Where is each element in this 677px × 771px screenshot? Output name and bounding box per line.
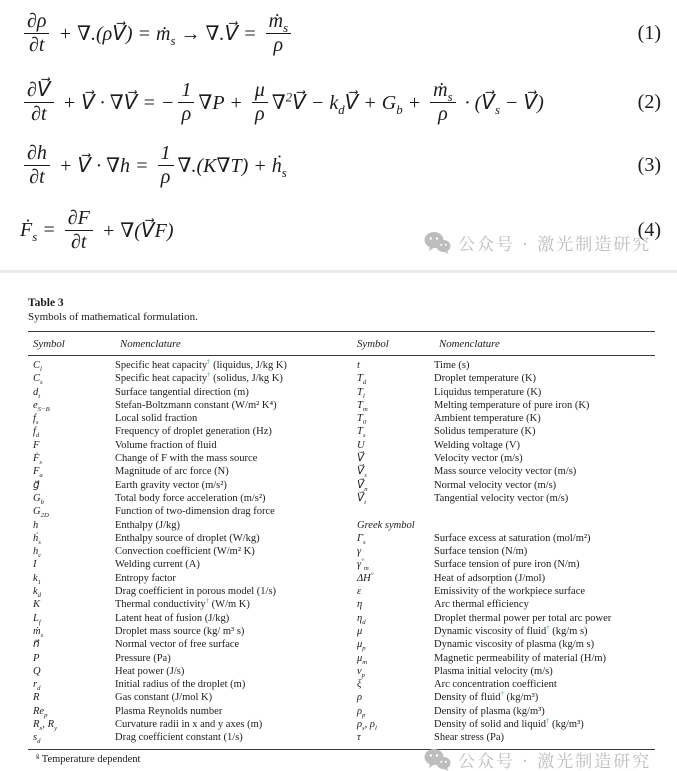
nomenclature-cell: Magnitude of arc force (N) [115,466,229,478]
equation-1 [20,10,677,57]
table-row [28,612,655,625]
symbol-cell: $d_t$ [33,386,41,400]
symbol-cell: F [33,439,40,451]
symbol-cell: $T_0$ [357,413,367,427]
fraction-numerator: 1 [158,142,174,166]
nomenclature-cell: Density of plasma (kg/m³) [434,705,545,717]
symbol-cell: U [357,439,365,451]
nomenclature-cell: Surface tangential direction (m) [115,386,249,398]
column-header-2: Nomenclature [120,338,181,350]
nomenclature-cell: Time (s) [434,360,470,371]
symbol-cell: $f_d$ [33,426,40,440]
column-header-4: Nomenclature [439,338,500,350]
nomenclature-cell: Enthalpy (J/kg) [115,519,181,531]
equation-4 [20,207,677,254]
fraction-denominator: ∂t [29,166,45,188]
nomenclature-cell: Plasma Reynolds number [115,705,223,717]
nomenclature-cell: Surface tension (N/m) [434,546,528,558]
nomenclature-cell: Welding voltage (V) [434,439,521,451]
symbol-cell: μ [357,625,363,637]
table-row [28,386,655,399]
symbol-cell: $h_c$ [33,546,42,560]
fraction-denominator: ρ [438,103,448,125]
nomenclature-cell: Heat of adsorption (J/mol) [434,572,546,584]
nomenclature-cell: Arc thermal efficiency [434,599,529,611]
nomenclature-cell: Solidus temperature (K) [434,426,536,438]
symbol-cell: $G_{2D}$ [33,506,49,520]
table-row [28,439,655,452]
nomenclature-cell: Welding current (A) [115,559,200,571]
fraction [178,79,194,126]
nomenclature-cell: Emissivity of the workpiece surface [434,586,586,598]
table-row [28,359,655,372]
table-row [28,545,655,558]
watermark-bottom [424,747,651,771]
nomenclature-cell: Normal velocity vector (m/s) [434,479,557,491]
equation-term: ∇$^2$V⃗ − $k_dV⃗ + G_b$ + [271,90,427,117]
symbol-cell: ΔH° [357,571,374,584]
table-header-row [28,332,655,356]
table-row [28,638,655,651]
nomenclature-cell: Tangential velocity vector (m/s) [434,492,569,504]
equation-term: + V⃗ · ∇h = [53,155,154,177]
symbol-cell: V⃗ [357,453,365,465]
symbol-cell: I [33,559,37,571]
nomenclature-cell: Curvature radii in x and y axes (m) [115,719,263,731]
fraction-numerator: 1 [178,79,194,103]
fraction [65,207,93,254]
footnote-text: Temperature dependent [41,753,141,765]
table-row [28,691,655,704]
fraction [24,10,49,57]
symbol-cell: $k_d$ [33,586,42,600]
nomenclature-cell: Latent heat of fusion (J/kg) [115,612,230,624]
nomenclature-cell: Specific heat capacity† (liquidus, J/kg K) [115,358,287,371]
symbol-cell: ε [357,586,362,598]
table-row [28,585,655,598]
table-row [28,412,655,425]
symbol-cell: ṁ$_s$ [33,625,44,640]
symbol-cell: $C_s$ [33,373,43,387]
equation-term: Ḟ$_s$ = [20,219,61,244]
symbol-cell: Q [33,665,41,677]
symbol-cell: $\eta_d$ [357,612,366,626]
fraction-denominator: ∂t [31,103,47,125]
watermark-text: 公众号 · 激光制造研究 [458,752,652,771]
symbol-cell: K [33,599,41,611]
table-row [28,452,655,465]
fraction-numerator: μ [252,79,268,103]
fraction-numerator: ∂F [65,207,93,231]
nomenclature-cell: Specific heat capacity† (solidus, J/kg K) [115,371,283,385]
table-row [28,465,655,478]
nomenclature-cell: Surface tension of pure iron (N/m) [434,559,580,571]
symbol-cell: $V⃗_n$ [357,479,368,493]
symbol-cell: t [357,360,360,371]
symbol-cell: g⃗ [33,479,40,491]
symbol-cell: h [33,519,39,531]
nomenclature-cell: Gas constant (J/mol K) [115,692,213,704]
symbol-cell: Greek symbol [357,519,415,531]
nomenclature-cell: Convection coefficient (W/m² K) [115,546,255,558]
symbol-cell: $L_f$ [33,612,41,626]
nomenclature-cell: Volume fraction of fluid [115,439,217,451]
equation-number: (4) [637,219,661,241]
symbol-cell: $\rho_p$ [357,705,366,719]
nomenclature-cell: Magnetic permeability of material (H/m) [434,652,607,664]
table3-section [28,297,655,765]
symbol-cell: ḣ$_s$ [33,532,41,546]
symbol-cell: $V⃗_s$ [357,466,367,480]
equation-number: (3) [637,154,661,176]
nomenclature-cell: Dynamic viscosity of plasma (kg/m s) [434,639,595,651]
symbol-cell: $V⃗_t$ [357,492,367,507]
nomenclature-cell: Droplet temperature (K) [434,373,537,385]
table-row [28,598,655,611]
table-row [28,399,655,412]
table-row [28,718,655,731]
symbol-cell: η [357,599,363,611]
nomenclature-cell: Arc concentration coefficient [434,679,557,691]
equation-term: ∇.(K∇T) + ḣ$_s$ [177,155,287,180]
nomenclature-cell: Local solid fraction [115,413,198,425]
equation-2 [20,79,677,126]
table-row [28,372,655,385]
nomenclature-cell: Normal vector of free surface [115,639,240,651]
equation-term: + ∇.(ρV⃗) = ṁ$_s$ → ∇.V⃗ = [53,23,262,48]
equation-term: + ∇(V⃗F) [96,220,174,242]
nomenclature-cell: Drag coefficient constant (1/s) [115,732,243,744]
symbol-cell: R [33,692,40,704]
symbol-cell: $F_a$ [33,466,43,480]
symbol-cell: $v_p$ [357,665,366,679]
table-row [28,505,655,518]
equation-term: · ($V⃗_s$ − V⃗) [459,92,544,117]
fraction-numerator: ∂ρ [24,10,49,34]
nomenclature-cell: Stefan-Boltzmann constant (W/m² K⁴) [115,399,277,411]
symbol-cell: n⃗ [33,639,40,651]
table-row [28,558,655,571]
fraction [24,79,54,126]
table-row [28,492,655,505]
symbol-cell: $\Gamma_s$ [357,532,366,546]
symbol-cell: $\mu_p$ [357,639,366,653]
table-row [28,705,655,718]
nomenclature-cell: Ambient temperature (K) [434,413,541,425]
symbol-cell: P [33,652,40,664]
symbol-cell: $Re_p$ [33,705,48,719]
table-title: Table 3 [28,297,64,309]
nomenclature-cell: Enthalpy source of droplet (W/kg) [115,532,260,544]
table-row [28,532,655,545]
symbols-table [28,331,655,750]
fraction-numerator: ∂h [24,142,50,166]
fraction-denominator: ∂t [29,34,45,56]
symbol-cell: γ [357,546,362,558]
equation-number: (2) [637,91,661,113]
nomenclature-cell: Dynamic viscosity of fluid† (kg/m s) [434,624,588,637]
nomenclature-cell: Frequency of droplet generation (Hz) [115,426,272,438]
fraction-numerator: ṁ$_s$ [430,79,455,103]
nomenclature-cell: Pressure (Pa) [115,652,171,664]
symbol-cell: $T_l$ [357,386,365,400]
symbol-cell: $C_l$ [33,360,42,374]
equations-block [0,0,677,254]
nomenclature-cell: Entropy factor [115,572,176,584]
nomenclature-cell: Plasma initial velocity (m/s) [434,665,553,677]
equation-3 [20,142,677,189]
fraction [266,10,291,57]
symbol-cell: $R_x$, $R_y$ [33,719,58,733]
symbol-cell: $\mu_m$ [357,652,368,666]
nomenclature-cell: Heat power (J/s) [115,665,185,677]
symbol-cell: $\gamma^\circ_m$ [357,557,369,573]
table-row [28,731,655,744]
nomenclature-cell: Initial radius of the droplet (m) [115,679,246,691]
nomenclature-cell: Thermal conductivity† (W/m K) [115,597,250,611]
nomenclature-cell: Total body force acceleration (m/s²) [115,492,266,504]
symbol-cell: $s_d$ [33,732,41,746]
symbol-cell: ρ [357,692,363,704]
fraction [24,142,50,189]
table-row [28,652,655,665]
symbol-cell: $T_s$ [357,426,366,440]
table-caption: Symbols of mathematical formulation. [28,311,198,323]
fraction-denominator: ρ [254,103,265,125]
nomenclature-cell: Density of fluid† (kg/m³) [434,690,539,704]
nomenclature-cell: Mass source velocity vector (m/s) [434,466,577,478]
symbol-cell: $e_{S-B}$ [33,399,50,413]
table-row [28,479,655,492]
nomenclature-cell [434,519,655,532]
table-row [28,678,655,691]
equation-term: ∇P + [198,92,248,114]
fraction-denominator: ∂t [71,231,87,253]
fraction-denominator: ρ [181,103,192,125]
table-row [28,665,655,678]
fraction-denominator: ρ [160,166,171,188]
nomenclature-cell: Droplet thermal power per total arc power [434,612,612,624]
symbol-cell: $G_b$ [33,492,44,507]
section-divider [0,270,677,273]
watermark-text: 公众号 · 激光制造研究 [458,235,652,255]
symbol-cell: $T_d$ [357,373,367,387]
nomenclature-cell: Liquidus temperature (K) [434,386,542,398]
symbol-cell [352,505,434,518]
symbol-cell: $k_1$ [33,572,42,586]
table-body [28,356,655,750]
fraction [430,79,455,126]
nomenclature-cell: Earth gravity vector (m/s²) [115,479,227,491]
fraction [158,142,174,189]
symbol-cell: $\rho_s$, $\rho_l$ [357,719,377,733]
nomenclature-cell: Function of two-dimension drag force [115,506,275,518]
table-row [28,625,655,638]
nomenclature-cell [434,505,655,518]
column-header-3: Symbol [357,338,389,350]
symbol-cell: τ [357,732,361,744]
nomenclature-cell: Droplet mass source (kg/ m³ s) [115,625,245,637]
nomenclature-cell: Velocity vector (m/s) [434,453,523,465]
nomenclature-cell: Melting temperature of pure iron (K) [434,399,590,411]
fraction-numerator: ∂V⃗ [24,79,54,103]
nomenclature-cell: Density of solid and liquid† (kg/m³) [434,717,584,731]
equation-term: + V⃗ · ∇V⃗ = − [57,92,175,114]
symbol-cell: $T_m$ [357,399,368,413]
table-row [28,425,655,438]
symbol-cell: ξ [357,679,362,691]
symbol-cell: $r_d$ [33,679,41,693]
symbol-cell: $f_s$ [33,413,39,427]
nomenclature-cell: Shear stress (Pa) [434,732,504,744]
equation-number: (1) [637,22,661,44]
table-row [28,519,655,532]
footnote-marker: g [36,752,40,760]
nomenclature-cell: Drag coefficient in porous model (1/s) [115,586,277,598]
symbol-cell: Ḟ$_s$ [33,453,43,467]
fraction-numerator: ṁ$_s$ [266,10,291,34]
nomenclature-cell: Change of F with the mass source [115,453,258,465]
fraction [252,79,268,126]
wechat-icon [424,748,451,771]
fraction-denominator: ρ [273,34,284,56]
column-header-1: Symbol [33,338,65,350]
table-row [28,572,655,585]
nomenclature-cell: Surface excess at saturation (mol/m²) [434,532,591,544]
